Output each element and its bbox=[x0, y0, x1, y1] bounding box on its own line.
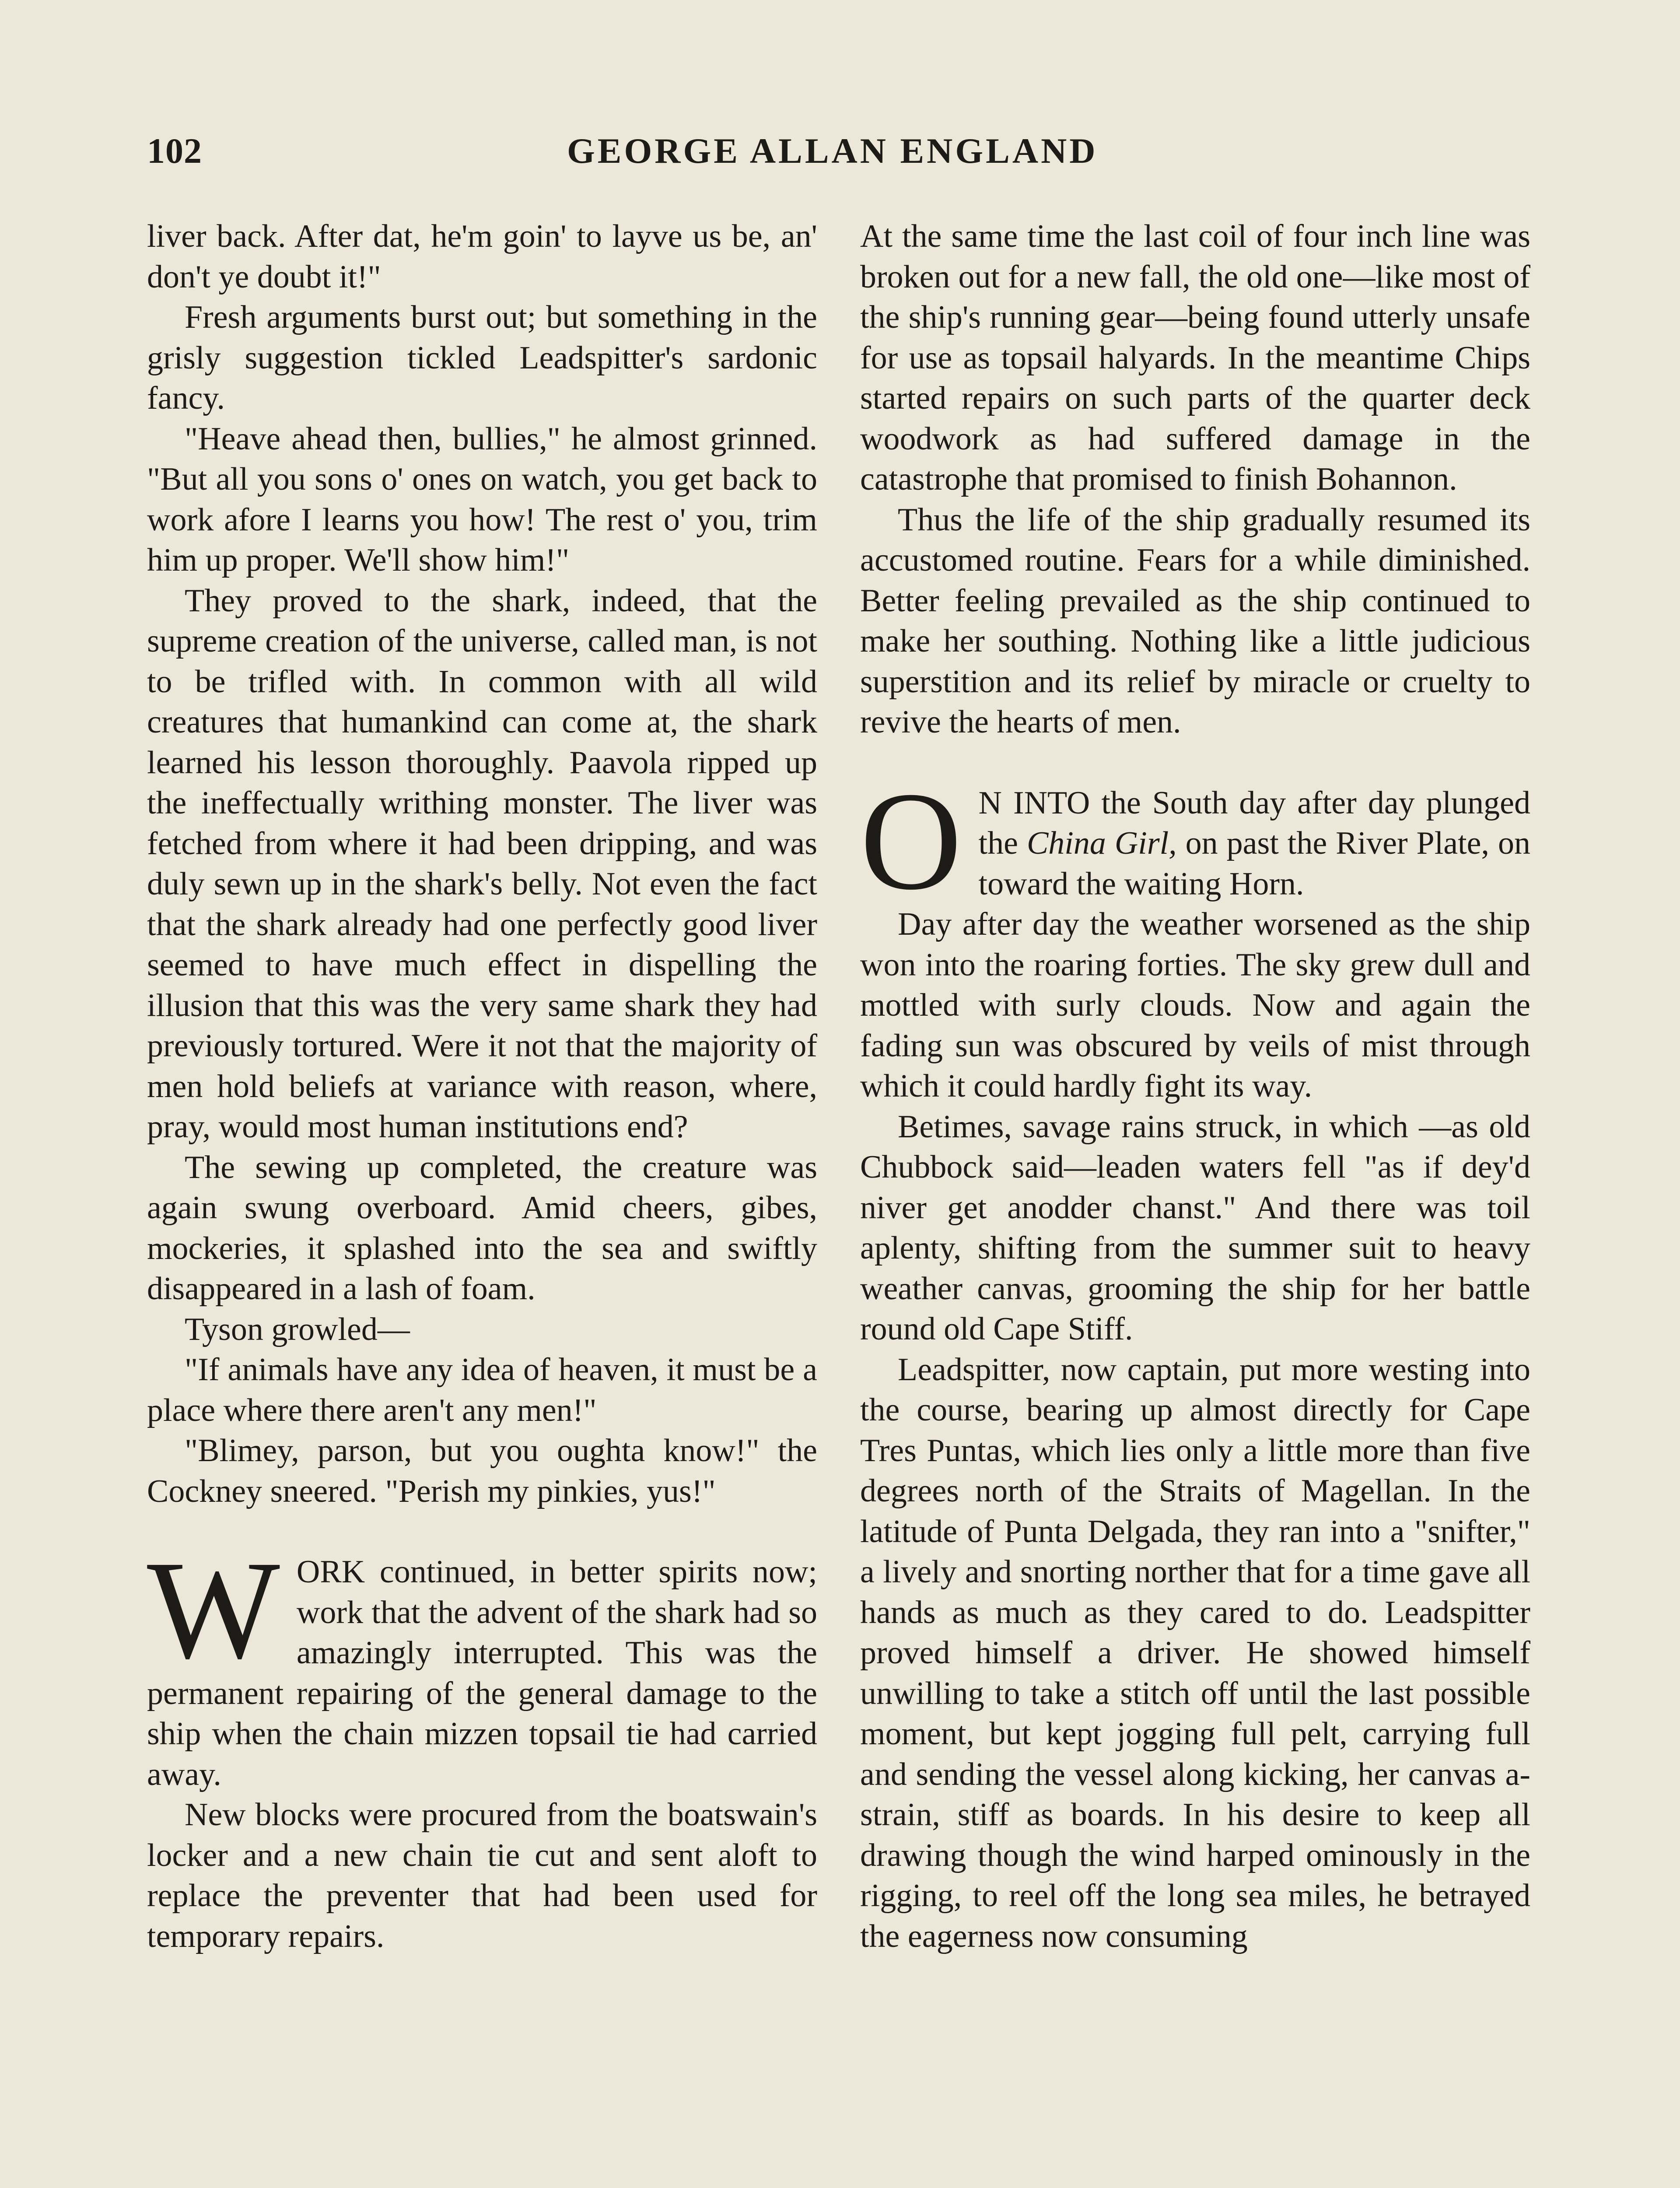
paragraph: Day after day the weather worsened as the ship won into the roaring forties. The sky grew dull and mottled with surly clouds. Now and again the fading sun was obscured by veils of mist through which it could hardly fight its way. bbox=[860, 906, 1530, 1104]
left-column bbox=[147, 216, 817, 1957]
paragraph: "Heave ahead then, bullies," he almost grinned. "But all you sons o' ones on watch, you get back to work afore I learns you how! The rest o' you, trim him up proper. We'll show him!" bbox=[147, 421, 817, 578]
paragraph: The sewing up completed, the creature was again swung overboard. Amid cheers, gibes, mockeries, it splashed into the sea and swiftly disappeared in a lash of foam. bbox=[147, 1149, 817, 1307]
drop-cap: O bbox=[860, 762, 962, 919]
paragraph: At the same time the last coil of four inch line was broken out for a new fall, the old one—like most of the ship's running gear—being found utterly unsafe for use as topsail halyards. In the meantime Chips started repairs on such parts of the quarter deck woodwork as had suffered damage in the catastrophe that promised to finish Bohannon. bbox=[860, 218, 1530, 497]
section-text: N INTO the South day after day plunged the bbox=[978, 785, 1530, 861]
paragraph: Tyson growled— bbox=[185, 1311, 410, 1347]
paragraph: They proved to the shark, indeed, that the supreme creation of the universe, called man, is not to be trifled with. In common with all wild creatures that humankind can come at, the shark learned his lesson thoroughly. Paavola ripped up the ineffectually writhing monster. The liver was fetched from where it had been dripping, and was duly sewn up in the shark's belly. Not even the fact that the shark already had one perfectly good liver seemed to have much effect in dispelling the illusion that this was the very same shark they had previously tortured. Were it not that the majority of men hold beliefs at variance with reason, where, pray, would most human institutions end? bbox=[147, 582, 817, 1145]
paragraph: Thus the life of the ship gradually resumed its accustomed routine. Fears for a while diminished. Better feeling prevailed as the ship continued to make her southing. Nothing like a little judicious superstition and its relief by miracle or cruelty to revive the hearts of men. bbox=[860, 501, 1530, 740]
section-text: ORK continued, in better spirits now; work that the advent of the shark had so amazingly interrupted. This was the permanent repairing of the general damage to the ship when the chain mizzen topsail tie had carried away. bbox=[147, 1554, 817, 1792]
ship-name: China Girl, bbox=[1026, 825, 1177, 861]
page-number: 102 bbox=[147, 131, 202, 171]
section-paragraph bbox=[147, 1532, 817, 1795]
paragraph: "Blimey, parson, but you oughta know!" the Cockney sneered. "Perish my pinkies, yus!" bbox=[147, 1433, 817, 1509]
drop-cap: W bbox=[147, 1532, 280, 1688]
paragraph: "If animals have any idea of heaven, it must be a place where there aren't any men!" bbox=[147, 1352, 817, 1428]
paragraph: Fresh arguments burst out; but something in the grisly suggestion tickled Leadspitter's sardonic fancy. bbox=[147, 299, 817, 416]
section-text: on past the River Plate, on toward the waiting Horn. bbox=[978, 825, 1530, 902]
paragraph: Betimes, savage rains struck, in which —as old Chubbock said—leaden waters fell "as if dey'd niver get anodder chanst." And there was toil aplenty, shifting from the summer suit to heavy weather canvas, grooming the ship for her battle round old Cape Stiff. bbox=[860, 1108, 1530, 1347]
page-header bbox=[147, 130, 1113, 174]
section-paragraph bbox=[860, 762, 1530, 919]
running-head: GEORGE ALLAN ENGLAND bbox=[567, 131, 1098, 171]
paragraph: New blocks were procured from the boatswain's locker and a new chain tie cut and sent aloft to replace the preventer that had been used for temporary repairs. bbox=[147, 1797, 817, 1954]
paragraph: liver back. After dat, he'm goin' to layve us be, an' don't ye doubt it!" bbox=[147, 218, 817, 295]
paragraph: Leadspitter, now captain, put more westing into the course, bearing up almost directly for Cape Tres Puntas, which lies only a little more than five degrees north of the Straits of Magellan. In the latitude of Punta Delgada, they ran into a "snifter," a lively and snorting norther that for a time gave all hands as much as they cared to do. Leadspitter proved himself a driver. He showed himself unwilling to take a stitch off until the last possible moment, but kept jogging full pelt, carrying full and sending the vessel along kicking, her canvas a-strain, stiff as boards. In his desire to keep all drawing though the wind harped ominously in the rigging, to reel off the long sea miles, he betrayed the eagerness now consuming bbox=[860, 1351, 1530, 1954]
right-column bbox=[860, 216, 1530, 1957]
